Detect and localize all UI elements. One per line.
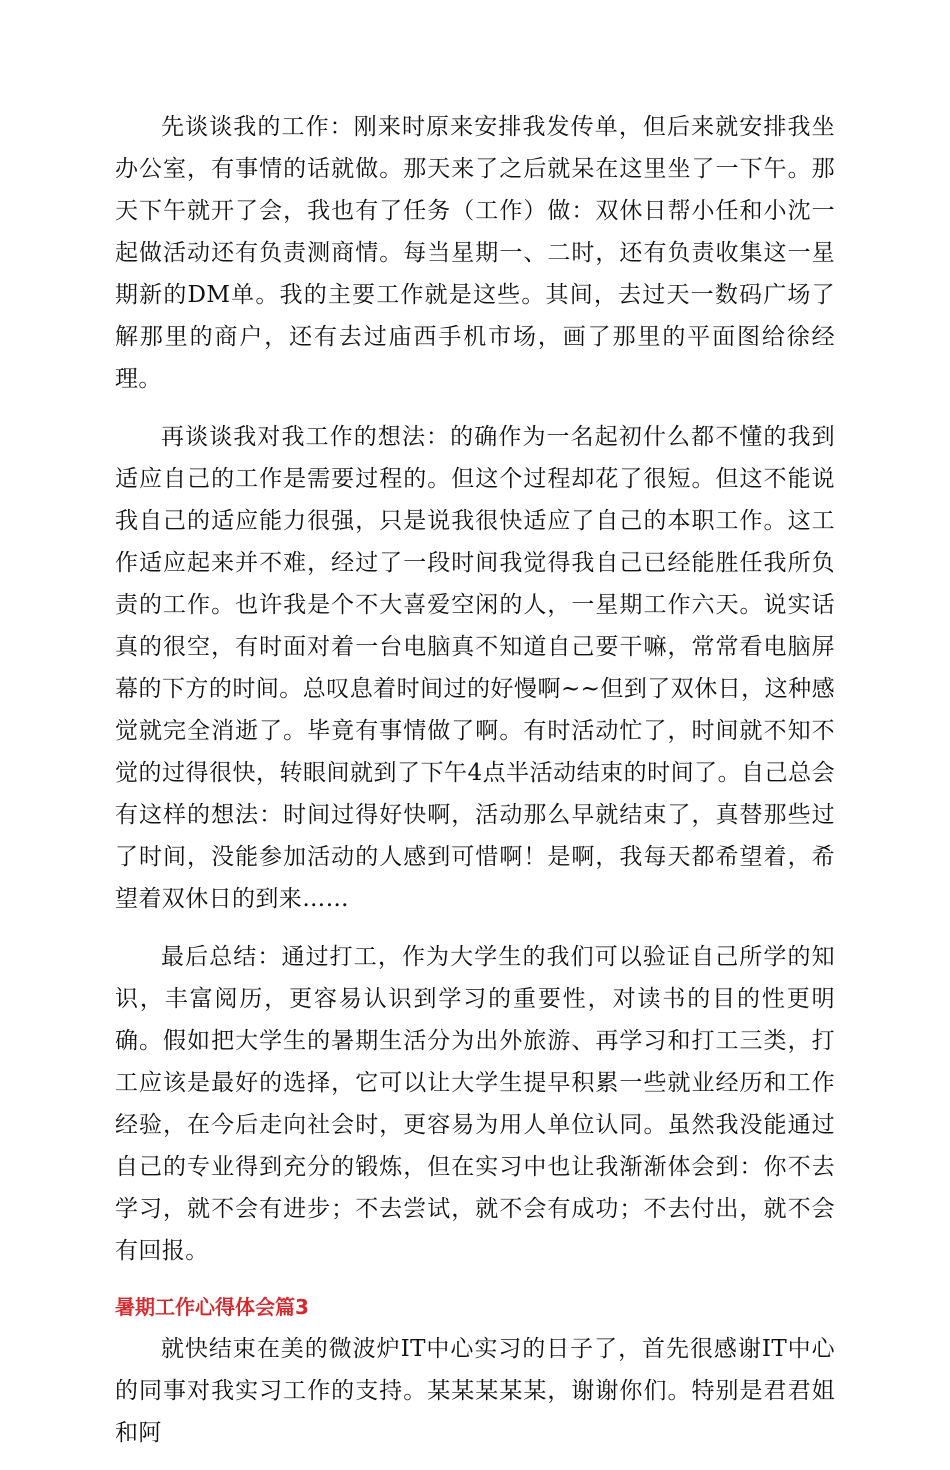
paragraph-work: 先谈谈我的工作：刚来时原来安排我发传单，但后来就安排我坐办公室，有事情的话就做。那天来了之后就呆在这里坐了一下午。那天下午就开了会，我也有了任务（工作）做：双休日帮小任和小沈一起做活动还有负责测商情。每当星期一、二时，还有负责收集这一星期新的DM单。我的主要工作就是这些。其间，去过天一数码广场了解那里的商户，还有去过庙西手机市场，画了那里的平面图给徐经理。	[115, 114, 835, 392]
section-heading: 暑期工作心得体会篇3	[115, 1295, 309, 1319]
document-body	[115, 106, 835, 1470]
paragraph-thoughts: 再谈谈我对我工作的想法：的确作为一名起初什么都不懂的我到适应自己的工作是需要过程的。但这个过程却花了很短。但这不能说我自己的适应能力很强，只是说我很快适应了自己的本职工作。这工作适应起来并不难，经过了一段时间我觉得我自己已经能胜任我所负责的工作。也许我是个不大喜爱空闲的人，一星期工作六天。说实话真的很空，有时面对着一台电脑真不知道自己要干嘛，常常看电脑屏幕的下方的时间。总叹息着时间过的好慢啊~~但到了双休日，这种感觉就完全消逝了。毕竟有事情做了啊。有时活动忙了，时间就不知不觉的过得很快，转眼间就到了下午4点半活动结束的时间了。自己总会有这样的想法：时间过得好快啊，活动那么早就结束了，真替那些过了时间，没能参加活动的人感到可惜啊！是啊，我每天都希望着，希望着双休日的到来……	[115, 424, 835, 912]
paragraph-summary: 最后总结：通过打工，作为大学生的我们可以验证自己所学的知识，丰富阅历，更容易认识到学习的重要性，对读书的目的性更明确。假如把大学生的暑期生活分为出外旅游、再学习和打工三类，打工应该是最好的选择，它可以让大学生提早积累一些就业经历和工作经验，在今后走向社会时，更容易为用人单位认同。虽然我没能通过自己的专业得到充分的锻炼，但在实习中也让我渐渐体会到：你不去学习，就不会有进步；不去尝试，就不会有成功；不去付出，就不会有回报。	[115, 944, 835, 1264]
paragraph-part3-intro: 就快结束在美的微波炉IT中心实习的日子了，首先很感谢IT中心的同事对我实习工作的支持。某某某某某，谢谢你们。特别是君君姐和阿	[115, 1336, 835, 1446]
